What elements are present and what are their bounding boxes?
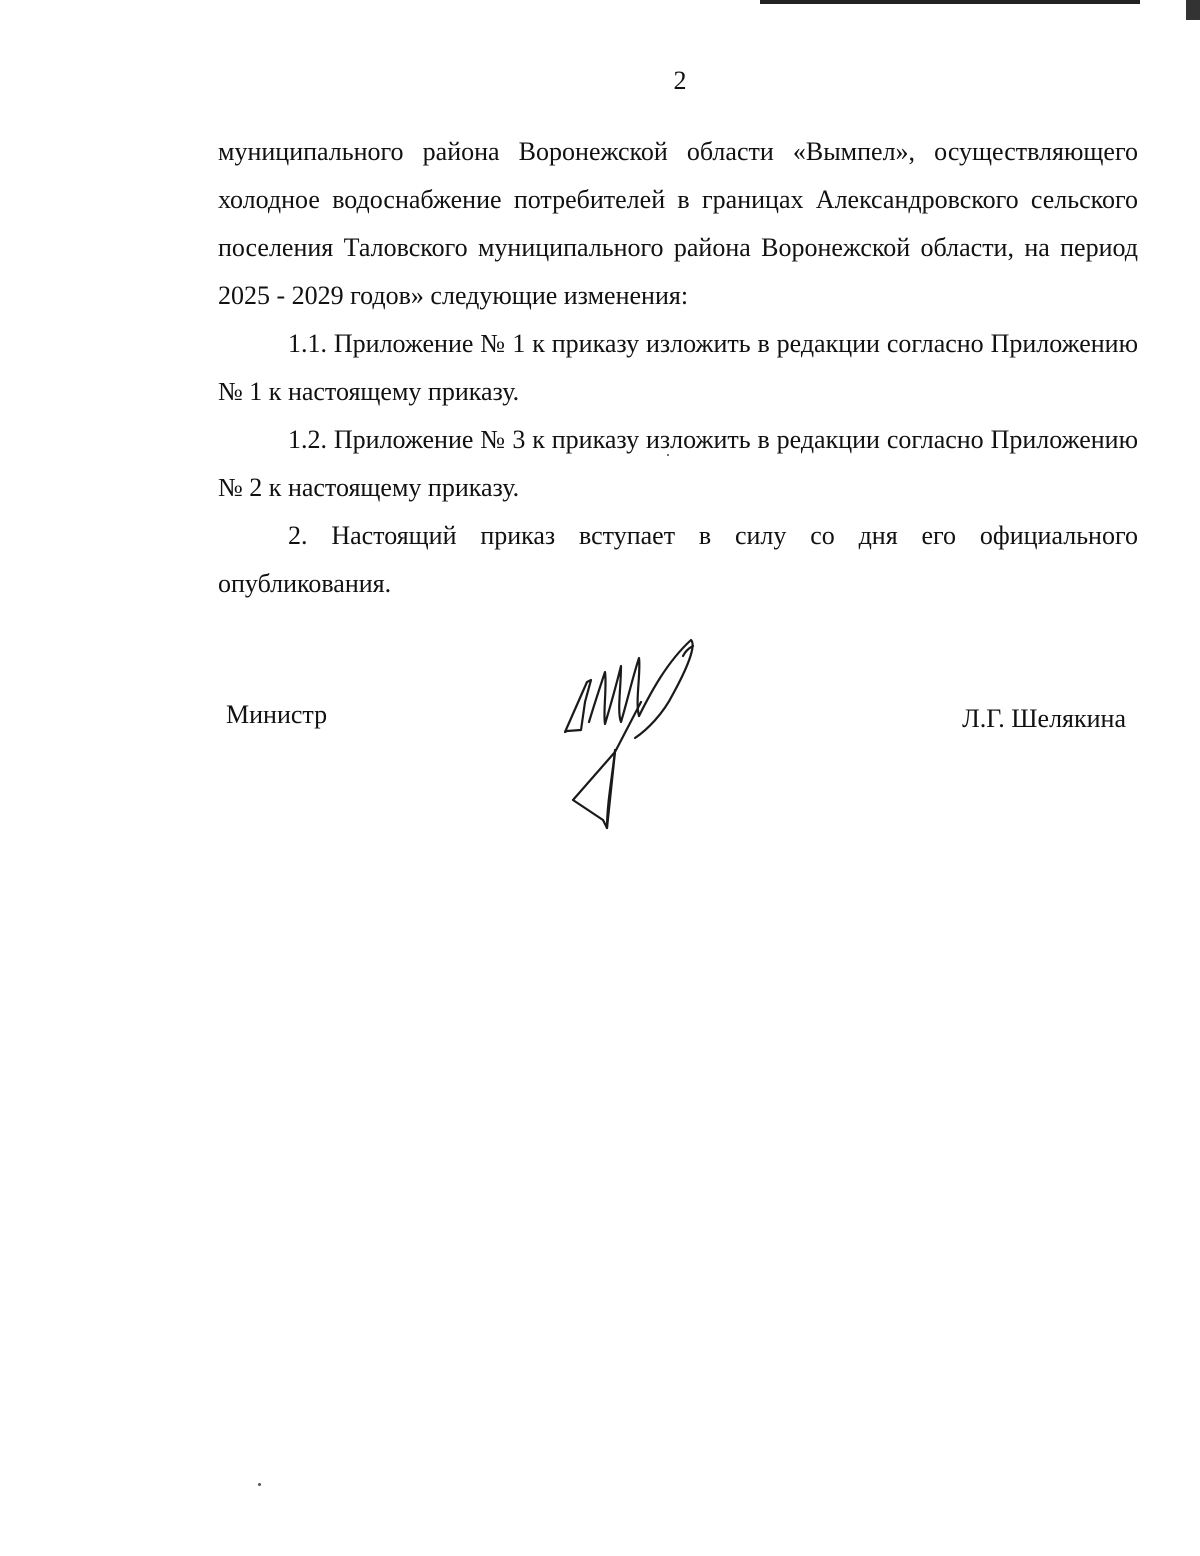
paragraph-item-2: 2. Настоящий приказ вступает в силу со дня его официального опубликования. <box>218 521 1138 598</box>
document-body <box>218 128 1138 608</box>
paragraph-continuation: муниципального района Воронежской области «Вымпел», осуществляющего холодное водоснабжение потребителей в границах Александровского сельского поселения Таловского муниципального района Воронежской области, на период 2025 - 2029 годов» следующие изменения: <box>218 137 1138 310</box>
paragraph-item-1-2: 1.2. Приложение № 3 к приказу изложить в редакции согласно Приложению № 2 к настоящему приказу. <box>218 425 1138 502</box>
signer-name: Л.Г. Шелякина <box>962 704 1126 733</box>
handwritten-signature-icon <box>555 632 705 837</box>
scan-artifact-dot <box>258 1483 261 1486</box>
scan-artifact-top-line <box>760 0 1140 4</box>
paragraph-item-1-1: 1.1. Приложение № 1 к приказу изложить в редакции согласно Приложению № 1 к настоящему приказу. <box>218 329 1138 406</box>
signer-position: Министр <box>226 700 328 729</box>
scan-artifact-corner <box>1186 0 1200 20</box>
page-number: 2 <box>673 66 687 95</box>
